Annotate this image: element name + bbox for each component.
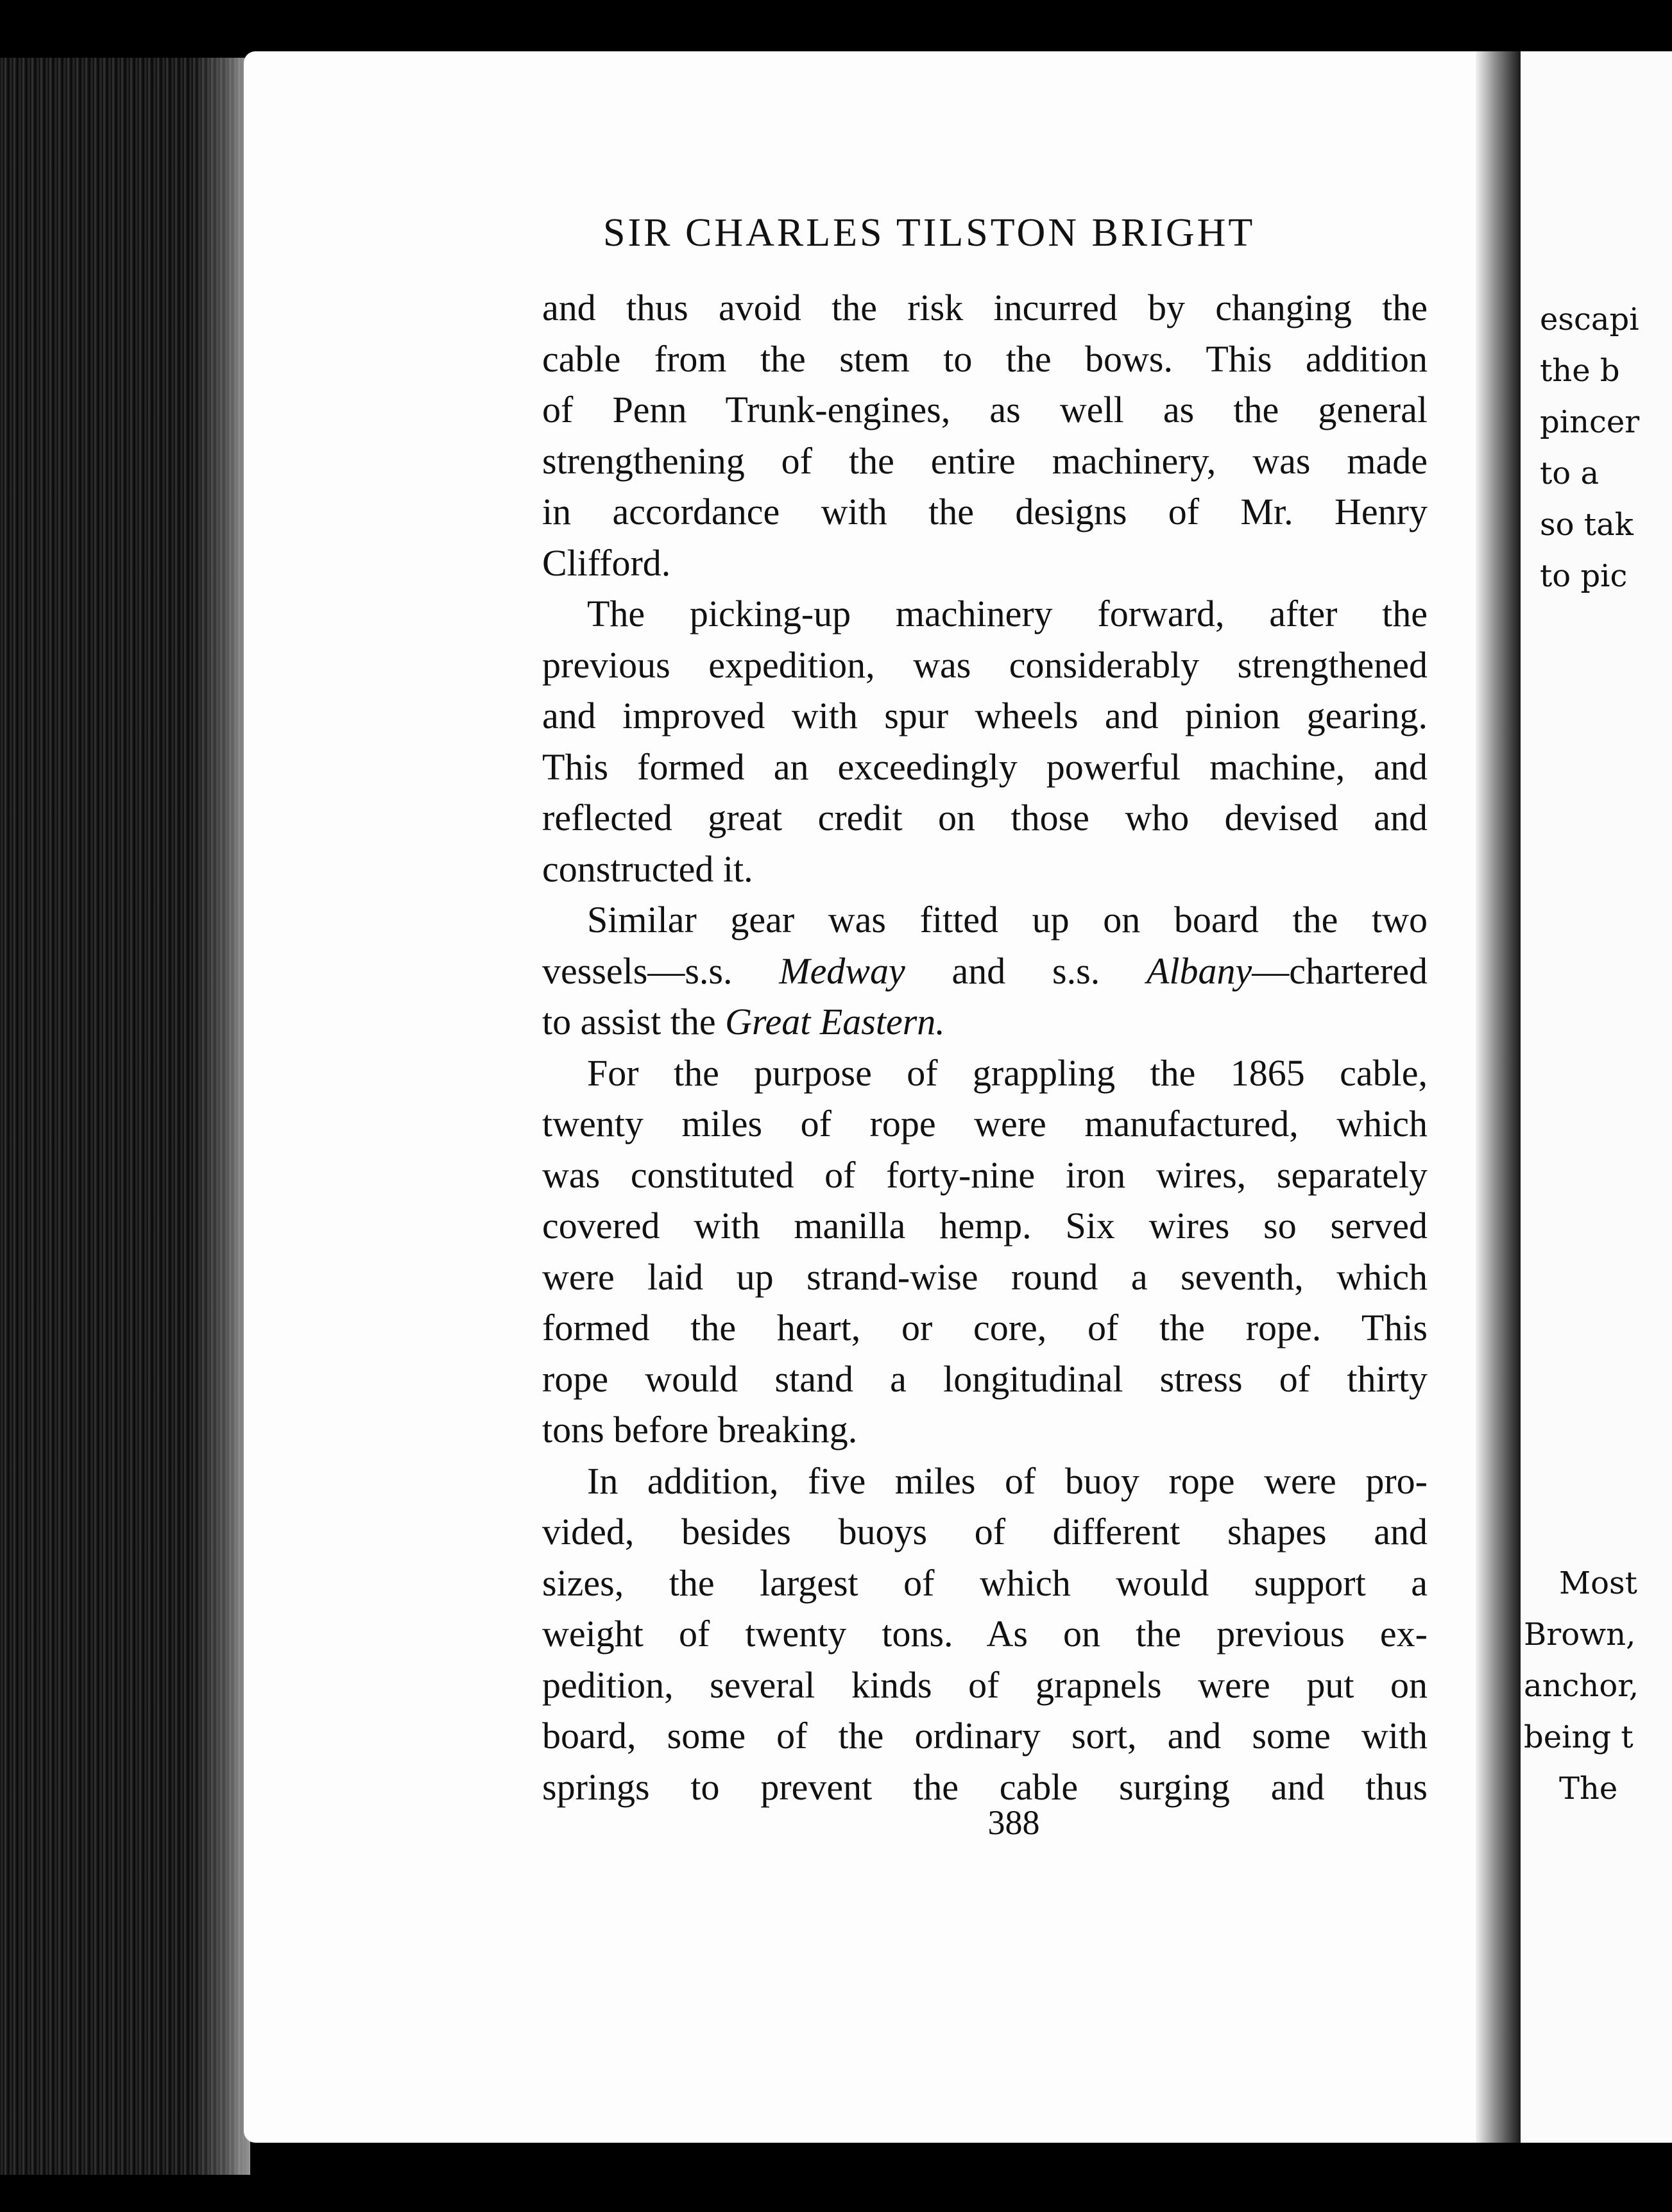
text-line: previous expedition, was considerably strengthened [542, 643, 1428, 686]
text-line: was constituted of forty-nine iron wires, separately [542, 1153, 1428, 1196]
text-line: Clifford. [542, 541, 671, 584]
text-line: This formed an exceedingly powerful machine, and [542, 745, 1428, 788]
facing-text-line: being t [1524, 1719, 1634, 1755]
text-line: covered with manilla hemp. Six wires so served [542, 1205, 1428, 1246]
facing-text-line: Most [1559, 1565, 1637, 1601]
text-line: strengthening of the entire machinery, was made [542, 439, 1428, 482]
facing-page [1521, 51, 1672, 2143]
body-text [542, 282, 1428, 1812]
text-line: cable from the stem to the bows. This addition [542, 337, 1428, 380]
ship-name: Medway [779, 949, 905, 992]
facing-text-line: anchor, [1524, 1668, 1639, 1704]
text-span: and s.s. [905, 949, 1147, 992]
text-line [542, 946, 1428, 997]
text-line: and improved with spur wheels and pinion gearing. [542, 695, 1428, 736]
text-line: tons before breaking. [542, 1409, 858, 1451]
text-span: to assist the [542, 1001, 726, 1042]
text-line: were laid up strand-wise round a seventh, which [542, 1255, 1428, 1298]
page-edges-shading [192, 58, 250, 2175]
text-line: In addition, five miles of buoy rope were pro- [587, 1459, 1428, 1502]
text-line: twenty miles of rope were manufactured, which [542, 1103, 1428, 1144]
page-number: 388 [987, 1803, 1040, 1842]
text-line: Similar gear was fitted up on board the two [587, 899, 1428, 940]
facing-text-line: pincer [1540, 404, 1640, 440]
facing-text-line: so tak [1540, 507, 1634, 543]
gutter-shadow [1476, 51, 1521, 2143]
running-head: SIR CHARLES TILSTON BRIGHT [603, 211, 1256, 255]
text-line: reflected great credit on those who devised and [542, 797, 1428, 838]
text-line: For the purpose of grappling the 1865 cable, [587, 1051, 1428, 1094]
facing-text-line: escapi [1540, 302, 1639, 337]
text-line: formed the heart, or core, of the rope. This [542, 1307, 1428, 1348]
text-span: —chartered [1252, 949, 1428, 992]
ship-name: Albany [1146, 949, 1252, 992]
text-line: board, some of the ordinary sort, and some with [542, 1715, 1428, 1757]
text-span: vessels—s.s. [542, 949, 780, 992]
text-line: pedition, several kinds of grapnels were put on [542, 1663, 1428, 1706]
text-line: sizes, the largest of which would support a [542, 1561, 1428, 1604]
text-line: and thus avoid the risk incurred by changing the [542, 287, 1428, 328]
facing-text-line: The [1559, 1771, 1618, 1807]
text-line: vided, besides buoys of different shapes and [542, 1511, 1428, 1553]
text-line: of Penn Trunk-engines, as well as the general [542, 389, 1428, 430]
facing-text-line: to a [1540, 455, 1599, 491]
ship-name: Great Eastern. [725, 1001, 945, 1042]
facing-text-line: Brown, [1524, 1617, 1636, 1653]
facing-text-line: to pic [1540, 558, 1628, 594]
text-line: The picking-up machinery forward, after the [587, 593, 1428, 634]
text-line: in accordance with the designs of Mr. Henry [542, 491, 1428, 532]
text-line: springs to prevent the cable surging and thus [542, 1765, 1428, 1808]
facing-text-line: the b [1540, 353, 1620, 389]
text-line: rope would stand a longitudinal stress of thirty [542, 1357, 1428, 1400]
text-line: constructed it. [542, 847, 753, 890]
text-line [542, 996, 1428, 1048]
text-line: weight of twenty tons. As on the previous ex- [542, 1613, 1428, 1655]
